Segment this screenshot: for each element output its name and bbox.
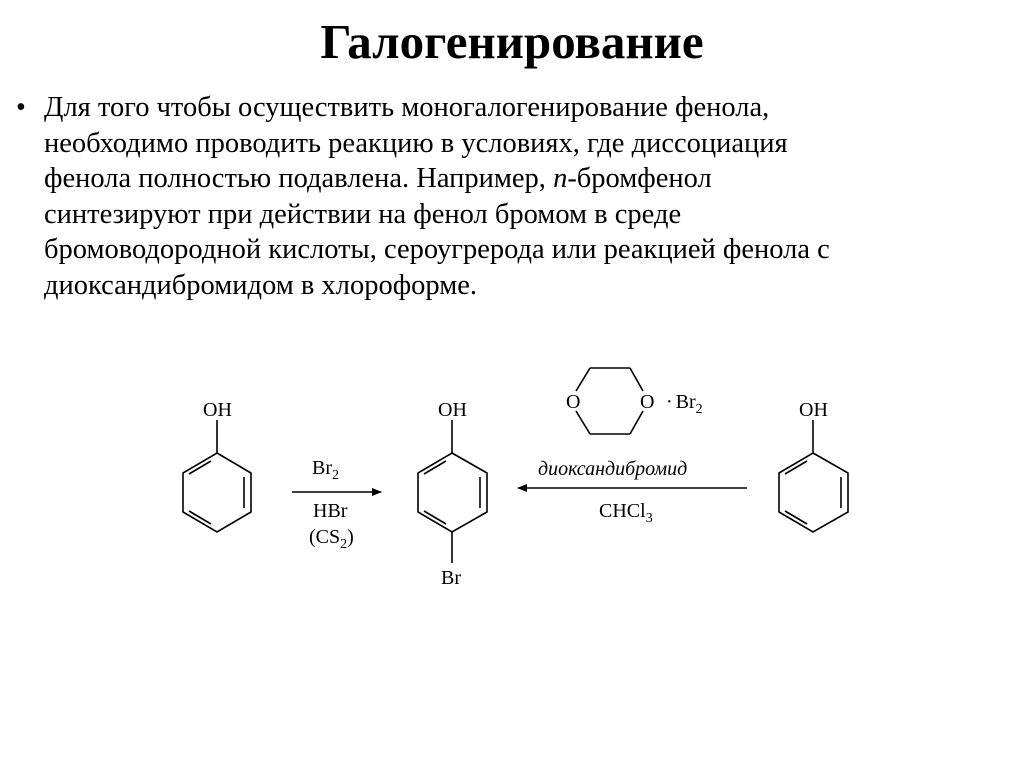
slide-title: Галогенирование	[320, 14, 704, 69]
product-oh-label: OH	[438, 399, 467, 421]
solvent-chcl3-label: CHCl$_3$	[599, 500, 653, 526]
p-bromophenol-structure	[418, 420, 487, 563]
dioxane-o-left-label: O	[566, 391, 581, 413]
benzene-ring-right	[779, 453, 848, 532]
paragraph-line-1: Для того чтобы осуществить моногалогенирование фенола,	[44, 92, 770, 123]
dioxane-o-right-label: O	[640, 391, 655, 413]
reagent-dioxanedibromide-label: диоксандибромид	[538, 458, 688, 480]
paragraph-line-5: бромоводородной кислоты, сероугрерода или реакцией фенола с	[44, 234, 830, 265]
reagent-br2-label: $Br_2$	[312, 457, 339, 483]
ring-bond	[630, 368, 643, 391]
dioxane-br2-label: · $Br_2$	[666, 391, 703, 417]
left-phenol-oh-label: OH	[203, 399, 232, 421]
paragraph-line-4: синтезируют при действии на фенол бромом в среде	[44, 198, 682, 230]
dioxane-ring-structure	[576, 368, 643, 434]
benzene-ring-product	[418, 453, 487, 532]
ring-bond	[576, 368, 590, 391]
para-prefix-italic: n	[553, 163, 568, 194]
paragraph-line-2: необходимо проводить реакцию в условиях, где диссоциация	[44, 127, 788, 159]
paragraph-line-3-end: -бромфенол	[567, 163, 712, 194]
right-phenol-oh-label: OH	[799, 399, 828, 421]
paragraph-line-6: диоксандибромидом в хлороформе.	[44, 269, 478, 301]
paragraph-line-3-start: фенола полностью подавлена. Например,	[44, 163, 554, 194]
product-br-label: Br	[441, 567, 461, 589]
ring-bond	[630, 411, 643, 434]
benzene-ring-left	[183, 453, 251, 532]
solvent-cs2-label: $(CS_2)$	[309, 526, 354, 552]
bullet-marker: •	[16, 92, 26, 123]
phenol-right-structure	[779, 420, 848, 532]
ring-bond	[576, 411, 590, 434]
phenol-left-structure	[183, 420, 251, 532]
reagent-hbr-label: HBr	[313, 500, 348, 522]
